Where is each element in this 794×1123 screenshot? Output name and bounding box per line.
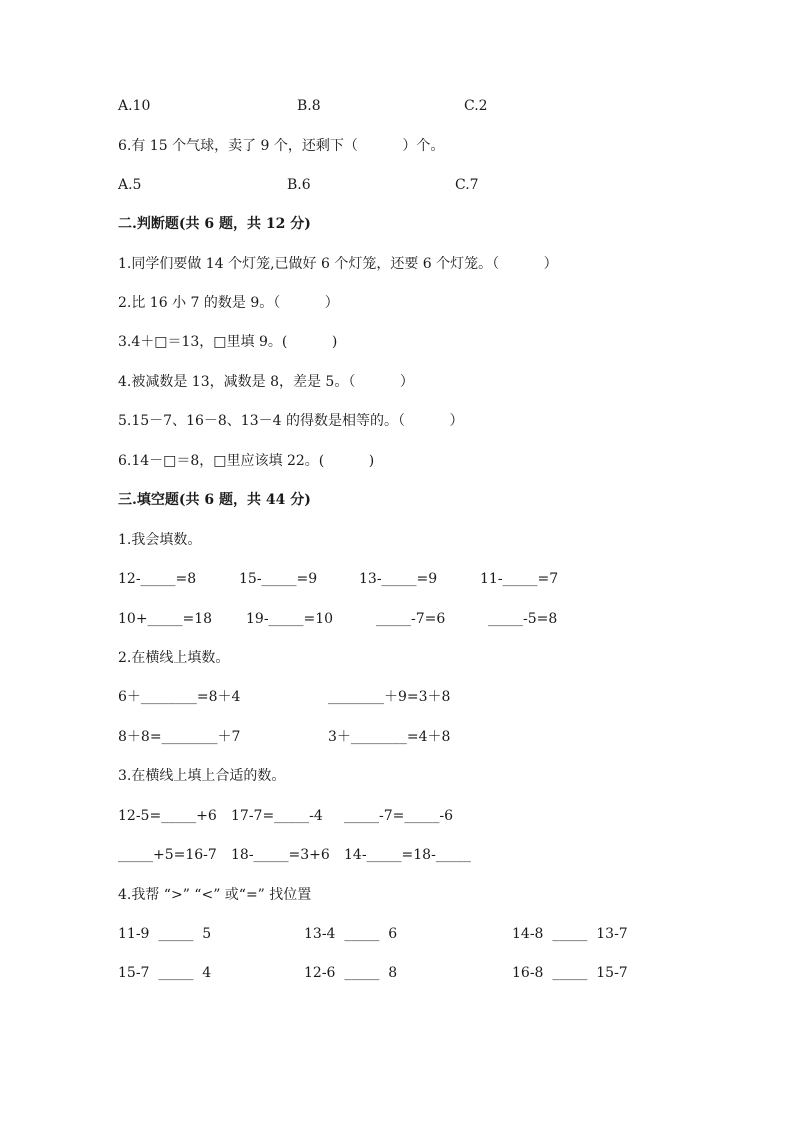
judge-item-2: 2.比 16 小 7 的数是 9。（ ） xyxy=(118,295,339,311)
fill-q3-r1-c3: _____-7=_____-6 xyxy=(344,808,454,824)
fill-q2-r1-c2: ________＋9=3＋8 xyxy=(328,689,451,705)
fill-q4-r2-c2: 12-6 _____ 8 xyxy=(304,965,398,981)
fill-q3-title: 3.在横线上填上合适的数。 xyxy=(118,768,286,784)
fill-q1-r2-c2: 19-_____=10 xyxy=(246,611,334,627)
fill-q4-r2-c3: 16-8 _____ 15-7 xyxy=(512,965,628,981)
question-6: 6.有 15 个气球，卖了 9 个，还剩下（ ）个。 xyxy=(118,138,445,154)
fill-q3-r2-c1: _____+5=16-7 xyxy=(118,847,217,863)
fill-q4-r1-c1: 11-9 _____ 5 xyxy=(118,926,212,942)
fill-q1-r2-c1: 10+_____=18 xyxy=(118,611,213,627)
judge-item-3: 3.4＋□＝13，□里填 9。( ) xyxy=(118,334,338,350)
fill-q4-r2-c1: 15-7 _____ 4 xyxy=(118,965,212,981)
judge-item-6: 6.14－□＝8，□里应该填 22。( ) xyxy=(118,453,375,469)
fill-q1-r2-c3: _____-7=6 xyxy=(376,611,446,627)
fill-q1-r1-c3: 13-_____=9 xyxy=(359,571,438,587)
fill-q1-title: 1.我会填数。 xyxy=(118,532,202,548)
fill-q1-r1-c2: 15-_____=9 xyxy=(239,571,318,587)
q6-option-c: C.7 xyxy=(455,177,479,193)
fill-q3-r1-c1: 12-5=_____+6 xyxy=(118,808,217,824)
fill-q3-r1-c2: 17-7=_____-4 xyxy=(231,808,323,824)
judge-item-4: 4.被减数是 13，减数是 8，差是 5。（ ） xyxy=(118,374,414,390)
q5-option-b: B.8 xyxy=(297,98,321,114)
judge-item-5: 5.15－7、16－8、13－4 的得数是相等的。（ ） xyxy=(118,413,464,429)
fill-q4-title: 4.我帮 “>” “<” 或“=” 找位置 xyxy=(118,887,312,903)
fill-q2-r1-c1: 6＋________=8＋4 xyxy=(118,689,241,705)
judge-item-1: 1.同学们要做 14 个灯笼,已做好 6 个灯笼，还要 6 个灯笼。（ ） xyxy=(118,256,558,272)
section-2-title: 二.判断题(共 6 题，共 12 分) xyxy=(118,216,311,232)
fill-q1-r1-c4: 11-_____=7 xyxy=(480,571,559,587)
fill-q2-r2-c1: 8＋8=________＋7 xyxy=(118,729,241,745)
q5-option-c: C.2 xyxy=(464,98,488,114)
q6-option-a: A.5 xyxy=(118,177,142,193)
fill-q2-r2-c2: 3＋________=4＋8 xyxy=(328,729,451,745)
q6-option-b: B.6 xyxy=(287,177,311,193)
fill-q3-r2-c2: 18-_____=3+6 xyxy=(231,847,330,863)
fill-q1-r2-c4: _____-5=8 xyxy=(488,611,558,627)
fill-q3-r2-c3: 14-_____=18-_____ xyxy=(344,847,471,863)
fill-q1-r1-c1: 12-_____=8 xyxy=(118,571,197,587)
fill-q4-r1-c3: 14-8 _____ 13-7 xyxy=(512,926,628,942)
section-3-title: 三.填空题(共 6 题，共 44 分) xyxy=(118,492,311,508)
fill-q2-title: 2.在横线上填数。 xyxy=(118,650,230,666)
q5-option-a: A.10 xyxy=(118,98,151,114)
fill-q4-r1-c2: 13-4 _____ 6 xyxy=(304,926,398,942)
